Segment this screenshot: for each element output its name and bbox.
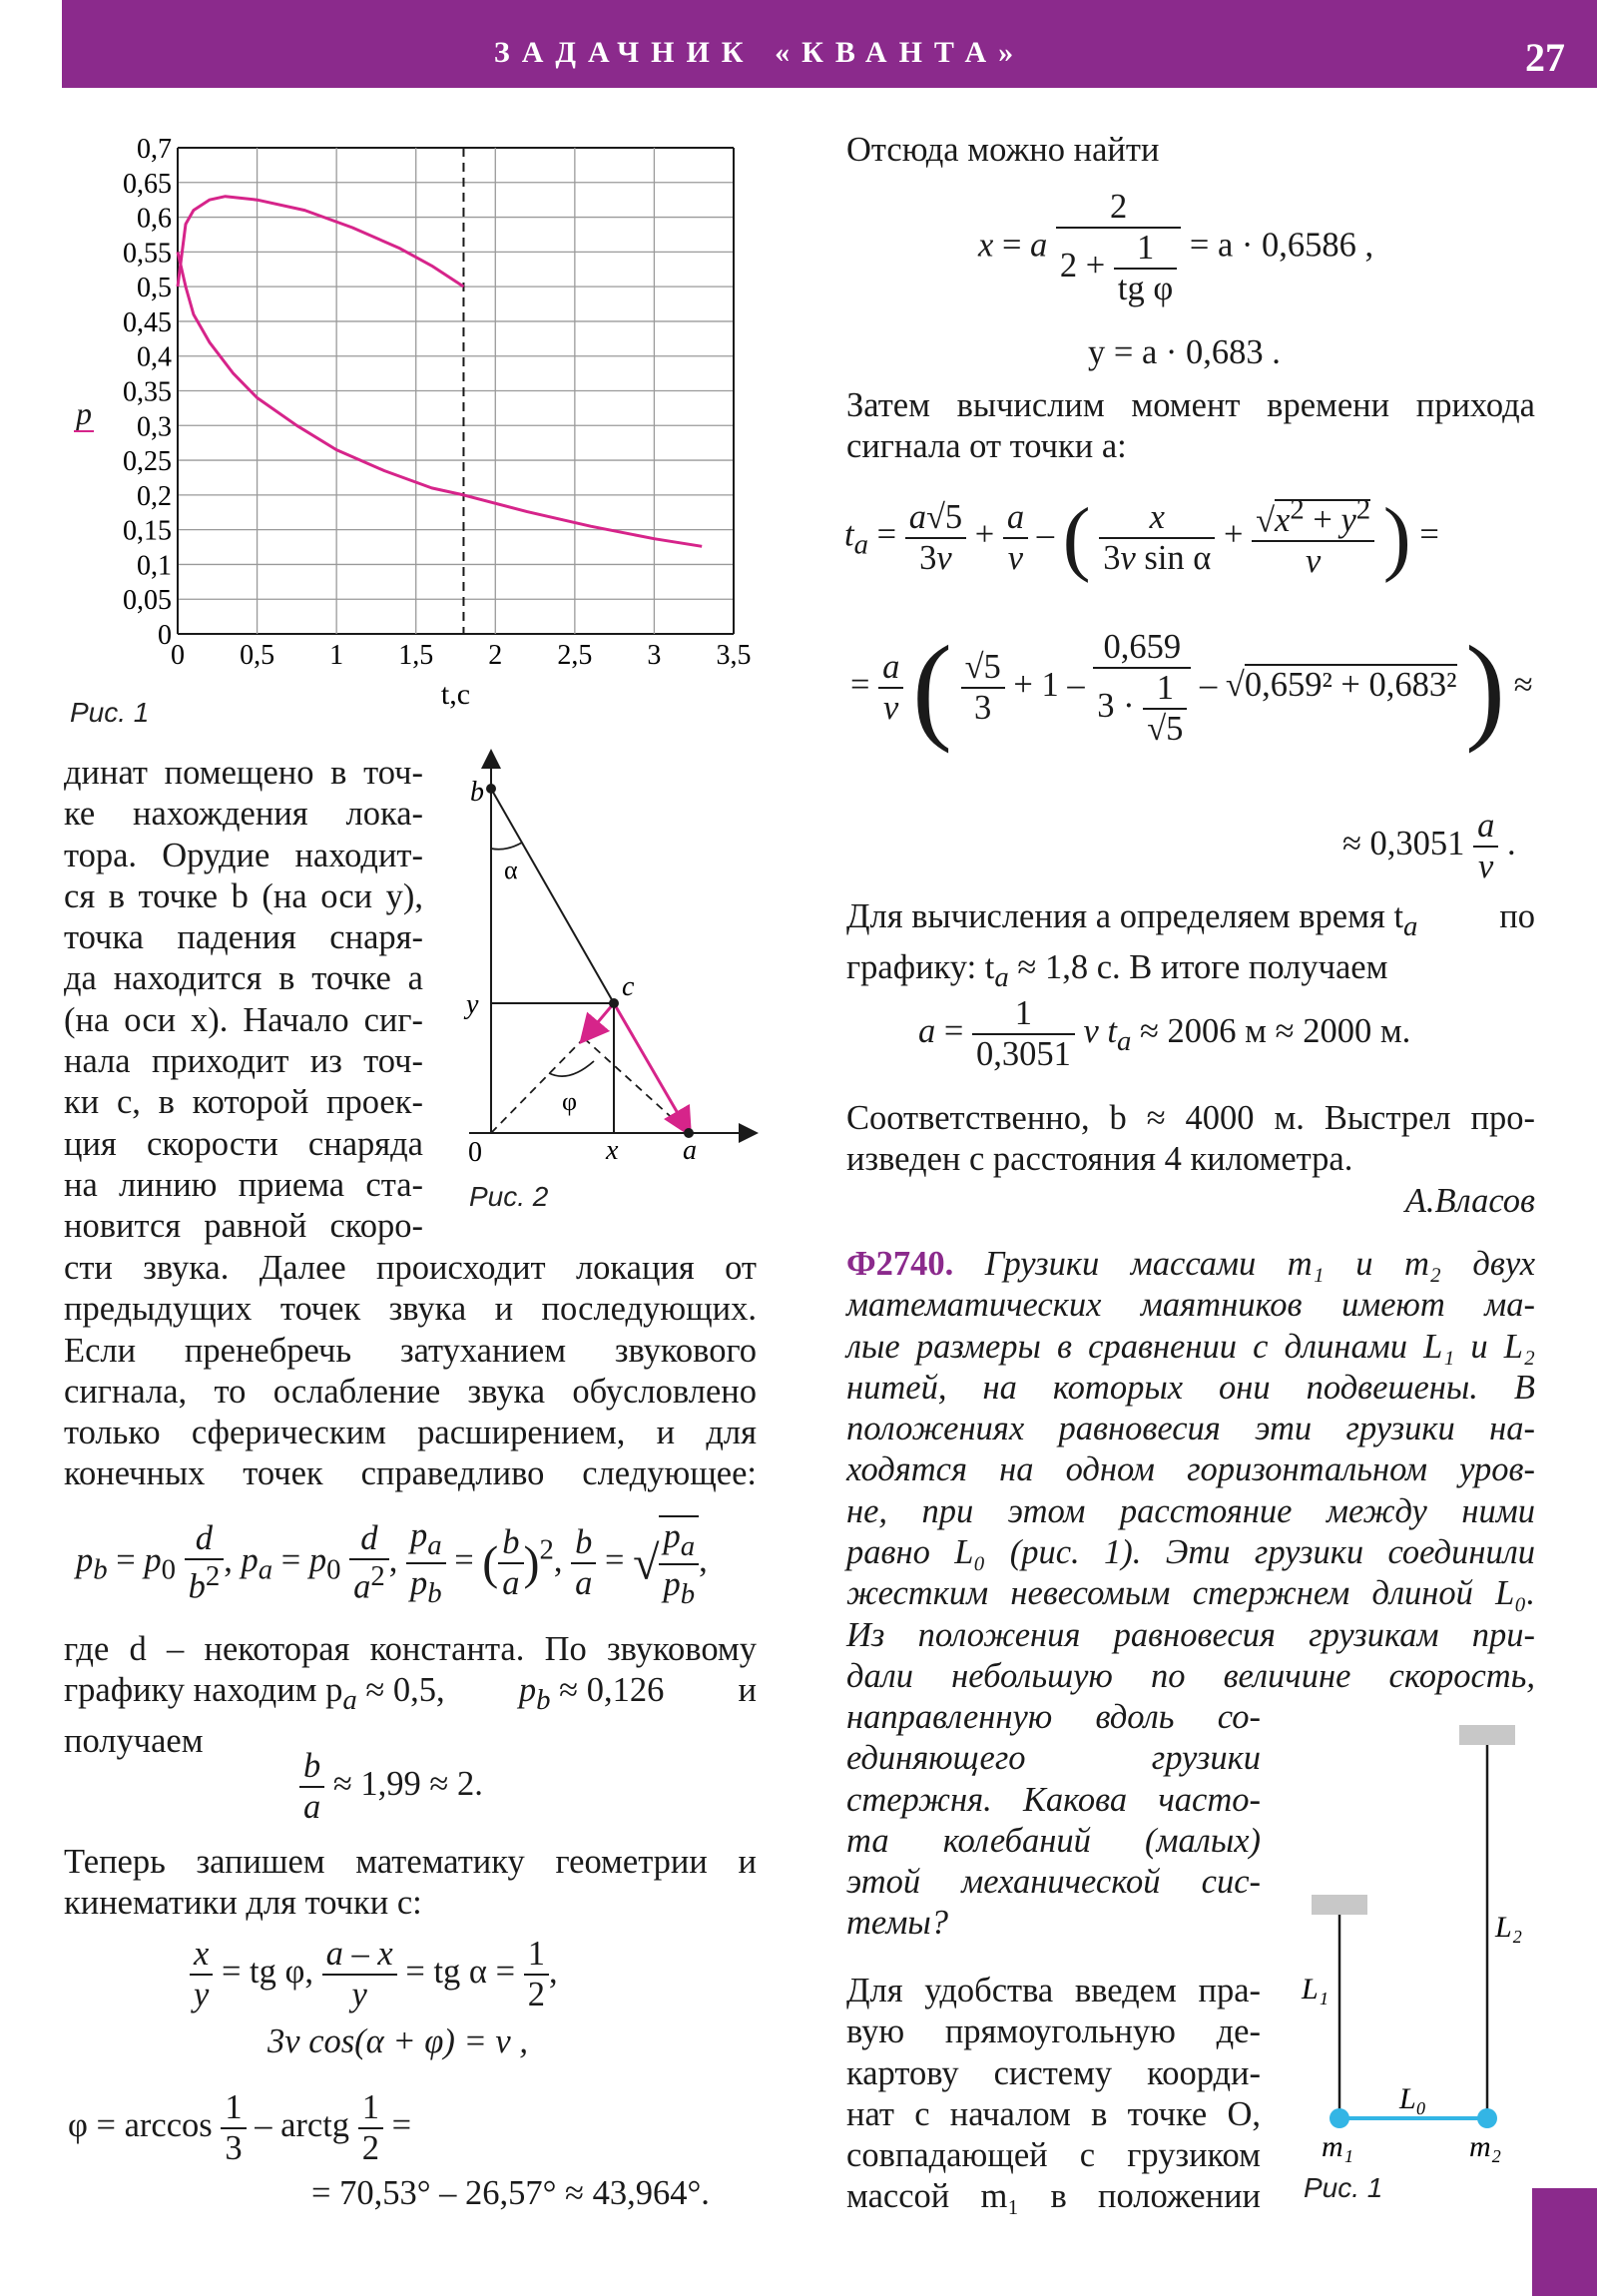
fig2-velocity bbox=[614, 1003, 686, 1127]
text-line: ся в точке b (на оси y), bbox=[64, 876, 423, 915]
x-tick-label: 2 bbox=[488, 640, 503, 671]
label-L1: L₁ bbox=[1302, 1973, 1330, 2006]
y-tick-label: 0,35 bbox=[123, 376, 172, 408]
label-m2: m₂ bbox=[1469, 2130, 1502, 2163]
y-tick-label: 0,7 bbox=[137, 134, 172, 165]
text-line: на линию приема ста- bbox=[64, 1165, 423, 1204]
fig1-chart bbox=[60, 130, 779, 729]
fig2-line-bc bbox=[491, 789, 614, 1003]
fig2-point-b bbox=[486, 784, 496, 794]
y-tick-label: 0,45 bbox=[123, 306, 172, 338]
support-left bbox=[1312, 1895, 1367, 1915]
fig2-alpha-arc bbox=[491, 843, 522, 850]
running-title: ЗАДАЧНИК «КВАНТА» bbox=[493, 36, 1026, 69]
fig-pendulum bbox=[1288, 1717, 1537, 2163]
text-line: сигнала, то ослабление звука обусловлено bbox=[64, 1372, 757, 1411]
fig2-label-b: b bbox=[470, 777, 484, 808]
text-line: дали небольшую по величине скорость, bbox=[846, 1656, 1535, 1695]
text-line: жестким невесомым стержнем длиной L₀. bbox=[846, 1574, 1535, 1613]
y-tick-label: 0,15 bbox=[123, 515, 172, 547]
text-line: графику находим $p_a \approx 0,5$, $p_b \approx 0,126$ и bbox=[64, 1671, 757, 1717]
label-m1: m₁ bbox=[1322, 2130, 1354, 2163]
text-line: Ф2740. Грузики массами m₁ и m₂ двух bbox=[846, 1245, 1536, 1283]
y-tick-label: 0,1 bbox=[137, 550, 172, 582]
text-line: предыдущих точек звука и последующих. bbox=[64, 1290, 757, 1329]
text-line: Затем вычислим момент времени прихода bbox=[846, 386, 1535, 424]
fig2-dash-origin bbox=[491, 1038, 584, 1133]
fig1-caption: Рис. 1 bbox=[70, 697, 150, 728]
corner-decoration bbox=[1532, 2188, 1597, 2296]
left-full-text bbox=[64, 1248, 757, 1495]
fig2-label-phi: φ bbox=[562, 1087, 578, 1116]
right-b-text bbox=[846, 1098, 1535, 1222]
fig2-label-c: c bbox=[622, 971, 635, 1002]
text-line: (на оси x). Начало сиг- bbox=[64, 1000, 423, 1039]
left-wrap-text bbox=[64, 753, 423, 1248]
y-tick-label: 0,05 bbox=[123, 585, 172, 617]
y-tick-label: 0,55 bbox=[123, 238, 172, 270]
problem-id: Ф2740. bbox=[846, 1245, 954, 1283]
text-line: кинематики для точки c: bbox=[64, 1884, 422, 1923]
text-line: стержня. Какова часто- bbox=[846, 1780, 1261, 1819]
text-line: сти звука. Далее происходит локация от bbox=[64, 1249, 757, 1287]
formula-ta-result: ≈ 0,3051 $\frac{a}{v}$ . bbox=[1342, 807, 1516, 885]
text-line: лые размеры в сравнении с длинами L₁ и L₂ bbox=[846, 1327, 1535, 1366]
formula-kinematics: 3v cos(α + φ) = v , bbox=[267, 2022, 528, 2060]
text-line: новится равной скоро- bbox=[64, 1207, 423, 1246]
text-line: этой механической сис- bbox=[846, 1863, 1261, 1902]
problem-text bbox=[846, 1244, 1535, 1697]
fig2-point-c bbox=[609, 998, 619, 1008]
fig2-label-y: y bbox=[466, 989, 479, 1020]
text-line: вую прямоугольную де- bbox=[846, 2012, 1261, 2051]
formula-tg: $\frac{x}{y}$ = tg φ, $\frac{a - x}{y}$ = tg α = $\frac{1}{2}$ , bbox=[190, 1935, 558, 2014]
text-line: получаем bbox=[64, 1722, 204, 1761]
text-line: положениях равновесия эти грузики на- bbox=[846, 1410, 1535, 1448]
fig2-phi-arc bbox=[549, 1061, 594, 1076]
x-tick-label: 0 bbox=[171, 640, 185, 671]
text-line: нала приходит из точ- bbox=[64, 1042, 423, 1081]
formula-a: a = $\frac{1}{0,3051}$ v $t_a \approx 2006$ м ≈ 2000 м. bbox=[918, 994, 1411, 1073]
y-tick-label: 0,65 bbox=[123, 168, 172, 200]
x-tick-label: 0,5 bbox=[240, 640, 275, 671]
text-line: только сферическим расширением, и для bbox=[64, 1414, 757, 1452]
text-line: точка падения снаря- bbox=[64, 918, 423, 957]
x-tick-label: 2,5 bbox=[557, 640, 593, 671]
x-tick-label: 1 bbox=[329, 640, 344, 671]
formula-y: y = a · 0,683 . bbox=[1088, 333, 1281, 371]
y-tick-label: 0,2 bbox=[137, 480, 172, 512]
formula-ratio: $\frac{b}{a}$ ≈ 1,99 ≈ 2. bbox=[299, 1747, 483, 1827]
fig2-diagram bbox=[454, 744, 764, 1168]
y-axis-label: p bbox=[76, 395, 92, 431]
label-L0: L₀ bbox=[1399, 2082, 1427, 2115]
text-line: изведен с расстояния 4 километра. bbox=[846, 1140, 1353, 1179]
series-line-lower bbox=[178, 252, 702, 546]
mass-m1 bbox=[1330, 2108, 1349, 2128]
text-line: нат с началом в точке O, bbox=[846, 2094, 1261, 2133]
fig-pendulum-caption: Рис. 1 bbox=[1304, 2172, 1383, 2203]
text-line: нитей, на которых они подвешены. В bbox=[846, 1368, 1535, 1407]
page-number: 27 bbox=[1525, 35, 1565, 80]
formula-phi-result: = 70,53° – 26,57° ≈ 43,964°. bbox=[311, 2174, 710, 2212]
text-line: равно L₀ (рис. 1). Эти грузики соединили bbox=[846, 1533, 1535, 1572]
text-line: ция скорости снаряда bbox=[64, 1124, 423, 1163]
y-tick-label: 0,6 bbox=[137, 203, 172, 235]
header-band bbox=[62, 0, 1597, 88]
x-tick-label: 3 bbox=[647, 640, 662, 671]
right-time-text bbox=[846, 385, 1535, 468]
left-after-text bbox=[64, 1629, 757, 1763]
text-line: Соответственно, b ≈ 4000 м. Выстрел про- bbox=[846, 1099, 1535, 1137]
fig2-caption: Рис. 2 bbox=[469, 1181, 549, 1212]
left-geom-text bbox=[64, 1842, 757, 1925]
right-intro: Отсюда можно найти bbox=[846, 131, 1160, 169]
y-tick-label: 0,3 bbox=[137, 411, 172, 443]
text-line: графику: $t_a \approx 1,8$ c. В итоге получаем bbox=[846, 948, 1388, 994]
author: А.Власов bbox=[1404, 1181, 1535, 1220]
text-line: совпадающей с грузиком bbox=[846, 2136, 1261, 2175]
right-a-calc bbox=[846, 896, 1535, 998]
text-line: математических маятников имеют ма- bbox=[846, 1286, 1535, 1325]
fig2-dash-a bbox=[584, 1038, 689, 1133]
text-line: конечных точек справедливо следующее: bbox=[64, 1454, 757, 1493]
text-line: единяющего грузики bbox=[846, 1739, 1261, 1778]
text-line: картову систему коорди- bbox=[846, 2053, 1261, 2092]
y-tick-label: 0,5 bbox=[137, 273, 172, 304]
fig2-label-x: x bbox=[606, 1135, 619, 1166]
formula-ta: $t_a$ = $\frac{a√5}{3v}$ + $\frac{a}{v}$ – ( $\frac{x}{\text{3v sin α}}$ + $\frac{√x^2 + y^2}{v}$ ) = bbox=[844, 491, 1439, 584]
text-line: не, при этом расстояние между ними bbox=[846, 1491, 1535, 1530]
fig2-projection bbox=[587, 1003, 614, 1035]
text-line: ке нахождения лока- bbox=[64, 795, 423, 834]
fig2-label-alpha: α bbox=[504, 856, 518, 884]
y-tick-label: 0,4 bbox=[137, 341, 172, 373]
support-right bbox=[1459, 1725, 1515, 1745]
text-line: ходятся на одном горизонтальном уров- bbox=[846, 1450, 1535, 1489]
x-tick-label: 1,5 bbox=[398, 640, 434, 671]
text-line: массой m₁ в положении bbox=[846, 2177, 1261, 2216]
text-line: где d – некоторая константа. По звуковому bbox=[64, 1630, 757, 1668]
text-line: направленную вдоль со- bbox=[846, 1698, 1261, 1736]
text-line: ки c, в которой проек- bbox=[64, 1083, 423, 1122]
series-line-upper bbox=[178, 197, 464, 287]
formula-pressure: $p_b = p_0$ $\frac{d}{b^2}$ , $p_a = p_0$ $\frac{d}{a^2}$ , $\frac{p_a}{p_b}$ = ( $\frac{b}{a}$ )$^2$, $\frac{b}{a}$ = √ $\frac{p_a}{p_b}$ , bbox=[76, 1516, 708, 1610]
text-line: темы? bbox=[846, 1904, 949, 1943]
problem-wrap-text bbox=[846, 1697, 1261, 1945]
text-line: Теперь запишем математику геометрии и bbox=[64, 1843, 757, 1881]
text-line: динат помещено в точ- bbox=[64, 754, 423, 792]
fig2-label-a: a bbox=[683, 1135, 697, 1166]
solution-text bbox=[846, 1971, 1261, 2218]
text-line: та колебаний (малых) bbox=[846, 1821, 1261, 1860]
fig2-label-zero: 0 bbox=[468, 1137, 482, 1168]
y-tick-label: 0 bbox=[158, 620, 172, 651]
text-line: Если пренебречь затуханием звукового bbox=[64, 1331, 757, 1370]
formula-x: x = a 2 2 + $\frac{1}{\text{tg φ}}$ = a · 0,6586 , bbox=[978, 188, 1374, 307]
formula-phi: φ = arccos $\frac{1}{3}$ – arctg $\frac{1}{2}$ = bbox=[68, 2088, 412, 2167]
x-axis-label: t,c bbox=[440, 678, 471, 711]
mass-m2 bbox=[1477, 2108, 1497, 2128]
text-line: Для вычисления a определяем время $t_a$ по bbox=[846, 897, 1535, 942]
y-tick-label: 0,25 bbox=[123, 446, 172, 478]
text-line: тора. Орудие находит- bbox=[64, 836, 423, 874]
text-line: да находится в точке a bbox=[64, 959, 423, 998]
text-line: Для удобства введем пра- bbox=[846, 1972, 1261, 2009]
text-line: сигнала от точки a: bbox=[846, 427, 1127, 466]
formula-ta-numeric: = $\frac{a}{v}$ ( $\frac{√5}{3}$ + 1 – 0,659 3 · $\frac{1}{√5}$ – √0,659² + 0,683² ) ≈ bbox=[850, 621, 1533, 754]
x-tick-label: 3,5 bbox=[716, 640, 752, 671]
label-L2: L₂ bbox=[1495, 1911, 1523, 1944]
text-line: Из положения равновесия грузикам при- bbox=[846, 1615, 1535, 1654]
